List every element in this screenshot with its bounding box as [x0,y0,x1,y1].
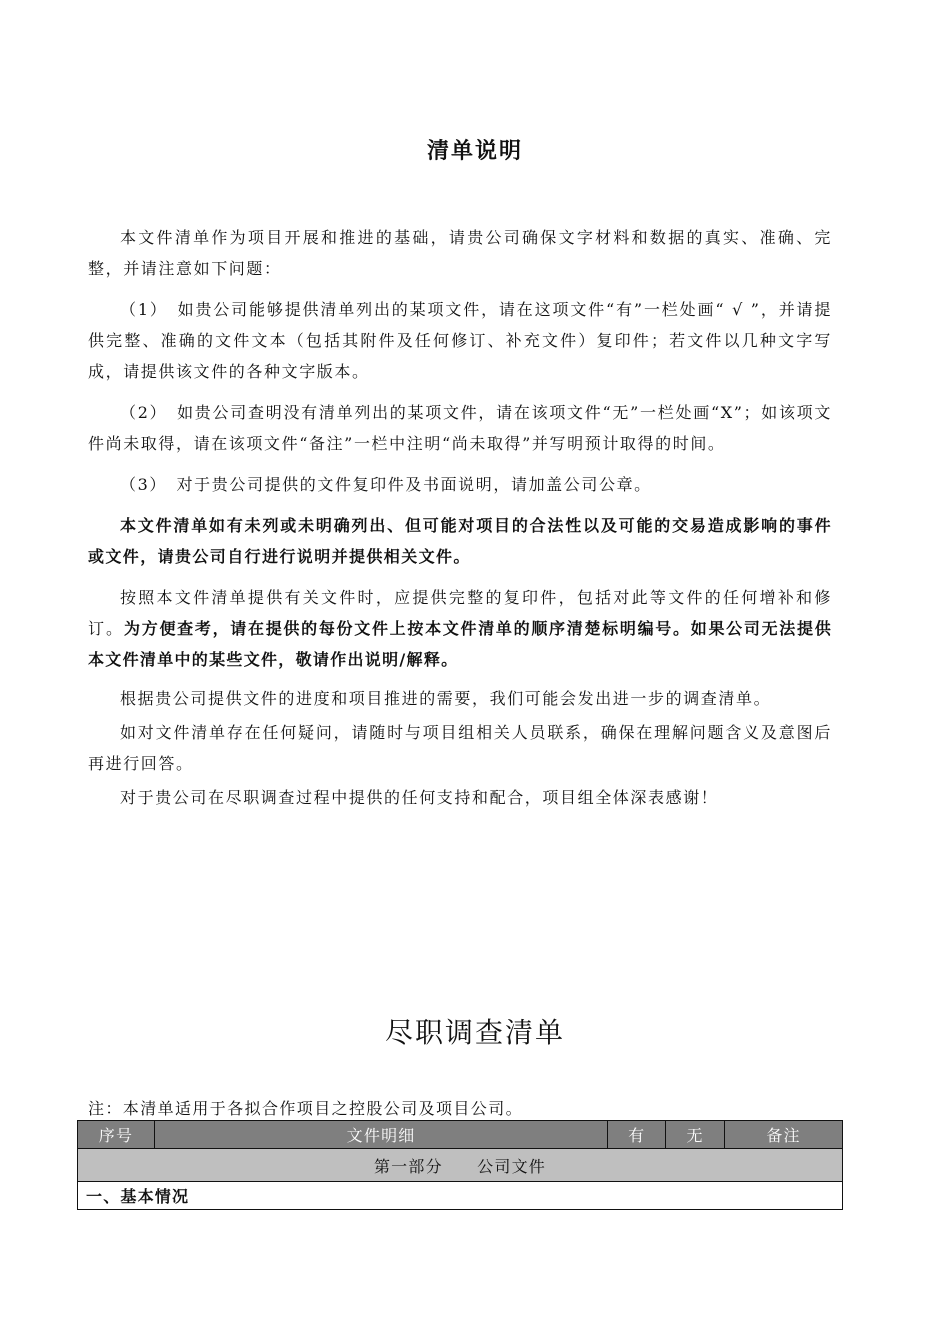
numbering-paragraph-bold: 为方便查考，请在提供的每份文件上按本文件清单的顺序清楚标明编号。如果公司无法提供本文件清单中的某些文件，敬请作出说明/解释。 [88,619,832,669]
numbering-paragraph-normal: 按照本文件清单提供有关文件时，应提供完整的复印件，包括对此等文件的任何增补和修订。 [88,588,832,638]
further-checklist-paragraph: 根据贵公司提供文件的进度和项目推进的需要，我们可能会发出进一步的调查清单。 [120,689,772,708]
instruction-item-3: （3） 对于贵公司提供的文件复印件及书面说明，请加盖公司公章。 [120,475,652,494]
table-header-row [78,1121,843,1149]
header-no: 序号 [78,1121,155,1149]
instruction-item-2: （2） 如贵公司查明没有清单列出的某项文件，请在该项文件“无”一栏处画“X”；如该项文件尚未取得，请在该项文件“备注”一栏中注明“尚未取得”并写明预计取得的时间。 [88,403,832,453]
section-row [78,1182,843,1210]
instructions-body [88,222,832,813]
header-none: 无 [666,1121,725,1149]
section-label: 一、基本情况 [78,1182,843,1210]
header-detail: 文件明细 [154,1121,607,1149]
numbering-paragraph [88,582,832,675]
instructions-title: 清单说明 [426,139,523,164]
header-remark: 备注 [725,1121,843,1149]
bold-notice-paragraph: 本文件清单如有未列或未明确列出、但可能对项目的合法性以及可能的交易造成影响的事件或文件，请贵公司自行进行说明并提供相关文件。 [88,516,832,566]
checklist-note: 注：本清单适用于各拟合作项目之控股公司及项目公司。 [88,1099,524,1118]
intro-paragraph: 本文件清单作为项目开展和推进的基础，请贵公司确保文字材料和数据的真实、准确、完整，并请注意如下问题： [88,228,832,278]
header-yes: 有 [608,1121,666,1149]
thanks-paragraph: 对于贵公司在尽职调查过程中提供的任何支持和配合，项目组全体深表感谢！ [120,788,719,807]
part-row [78,1149,843,1182]
checklist-table [77,1120,843,1210]
part-label: 第一部分 公司文件 [78,1149,843,1182]
instruction-item-1: （1） 如贵公司能够提供清单列出的某项文件，请在这项文件“有”一栏处画“ √ ”，并请提供完整、准确的文件文本（包括其附件及任何修订、补充文件）复印件；若文件以几种文字写成，请提供该文件的各种文字版本。 [88,300,832,381]
checklist-title: 尽职调查清单 [384,1016,565,1049]
contact-paragraph: 如对文件清单存在任何疑问，请随时与项目组相关人员联系，确保在理解问题含义及意图后再进行回答。 [88,723,832,773]
